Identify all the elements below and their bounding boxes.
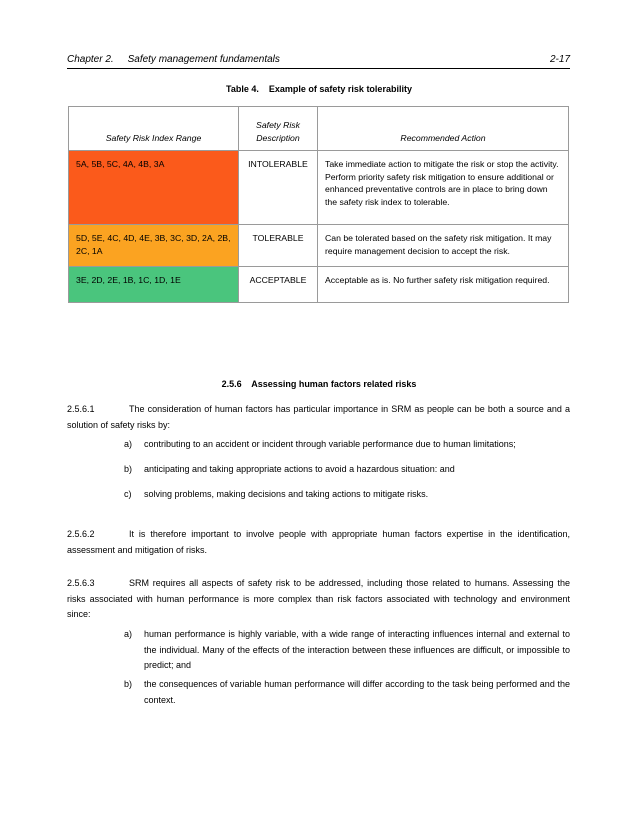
chapter-title: Chapter 2. Safety management fundamentals [67, 54, 280, 65]
description-cell: ACCEPTABLE [239, 267, 318, 303]
range-cell: 5A, 5B, 5C, 4A, 4B, 3A [69, 151, 239, 225]
list-label: a) [124, 629, 133, 639]
action-cell: Acceptable as is. No further safety risk mitigation required. [318, 267, 569, 303]
table-row-acceptable [69, 267, 569, 303]
range-cell: 5D, 5E, 4C, 4D, 4E, 3B, 3C, 3D, 2A, 2B, 2C, 1A [69, 225, 239, 267]
risk-tolerability-table [68, 106, 569, 303]
list-label: b) [124, 464, 133, 474]
paragraph-text: It is therefore important to involve people with appropriate human factors expertise in the identification, assessment and mitigation of risks. [67, 529, 570, 555]
table-row-tolerable [69, 225, 569, 267]
list-text: solving problems, making decisions and taking actions to mitigate risks. [144, 489, 429, 499]
list-item [124, 462, 570, 478]
paragraph-2-5-6-2 [67, 527, 570, 558]
page-header [67, 54, 570, 69]
action-cell: Take immediate action to mitigate the risk or stop the activity. Perform priority safety risk mitigation to ensure additional or enhanced preventative controls are in place to bring down the safety risk index to tolerable. [318, 151, 569, 225]
table-caption: Table 4. Example of safety risk tolerability [226, 84, 412, 94]
paragraph-2-5-6-3 [67, 576, 570, 623]
list-text: human performance is highly variable, with a wide range of interacting influences internal and external to the individual. Many of the effects of the interaction between these influences are difficult, or impossible to predict; and [144, 629, 570, 670]
paragraph-text: The consideration of human factors has particular importance in SRM as people can be both a source and a solution of safety risks by: [67, 404, 570, 430]
description-cell: TOLERABLE [239, 225, 318, 267]
page-number: 2-17 [549, 54, 570, 65]
list-item [124, 437, 570, 453]
list-item [124, 487, 570, 503]
paragraph-text: SRM requires all aspects of safety risk to be addressed, including those related to humans. Assessing the risks associated with human performance is more complex than risk factors associated with technology and environment since: [67, 578, 570, 619]
paragraph-number: 2.5.6.1 [67, 404, 95, 414]
list-item [124, 627, 570, 674]
table-header-row [69, 107, 569, 151]
section-title: 2.5.6 Assessing human factors related risks [221, 379, 417, 389]
list-text: the consequences of variable human performance will differ according to the task being performed and the context. [144, 679, 570, 705]
list-text: contributing to an accident or incident through variable performance due to human limitations; [144, 439, 516, 449]
list-label: a) [124, 439, 133, 449]
action-cell: Can be tolerated based on the safety risk mitigation. It may require management decision to accept the risk. [318, 225, 569, 267]
list-text: anticipating and taking appropriate actions to avoid a hazardous situation: and [144, 464, 455, 474]
column-header-description: Safety Risk Description [239, 107, 318, 151]
paragraph-2-5-6-1 [67, 402, 570, 433]
range-cell: 3E, 2D, 2E, 1B, 1C, 1D, 1E [69, 267, 239, 303]
table-row-intolerable [69, 151, 569, 225]
description-cell: INTOLERABLE [239, 151, 318, 225]
list-item [124, 677, 570, 708]
column-header-action: Recommended Action [318, 107, 569, 151]
paragraph-number: 2.5.6.2 [67, 529, 95, 539]
list-label: b) [124, 679, 133, 689]
column-header-range: Safety Risk Index Range [69, 107, 239, 151]
paragraph-number: 2.5.6.3 [67, 578, 95, 588]
list-label: c) [124, 489, 132, 499]
